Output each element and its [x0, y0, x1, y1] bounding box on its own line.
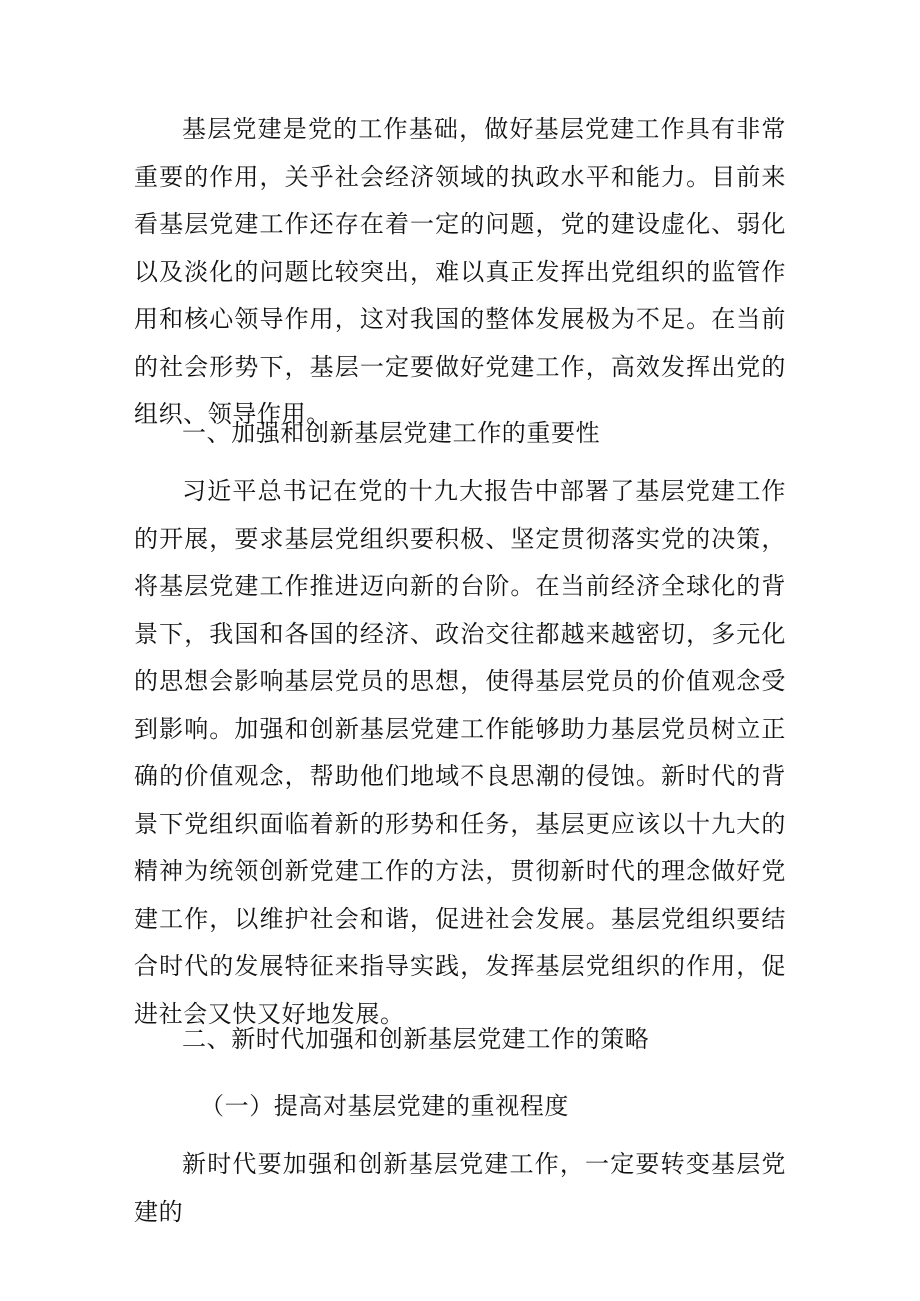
body-paragraph-1: 习近平总书记在党的十九大报告中部署了基层党建工作的开展，要求基层党组织要积极、坚定贯彻落实党的决策，将基层党建工作推进迈向新的台阶。在当前经济全球化的背景下，我国和各国的经济、政治交往都越来越密切，多元化的思想会影响基层党员的思想，使得基层党员的价值观念受到影响。加强和创新基层党建工作能够助力基层党员树立正确的价值观念，帮助他们地域不良思潮的侵蚀。新时代的背景下党组织面临着新的形势和任务，基层更应该以十九大的精神为统领创新党建工作的方法，贯彻新时代的理念做好党建工作，以维护社会和谐，促进社会发展。基层党组织要结合时代的发展特征来指导实践，发挥基层党组织的作用，促进社会又快又好地发展。 — [134, 477, 786, 1028]
section-heading-2: 二、新时代加强和创新基层党建工作的策略 — [182, 1025, 650, 1053]
intro-paragraph: 基层党建是党的工作基础，做好基层党建工作具有非常重要的作用，关乎社会经济领域的执政水平和能力。目前来看基层党建工作还存在着一定的问题，党的建设虚化、弱化以及淡化的问题比较突出，难以真正发挥出党组织的监管作用和核心领导作用，这对我国的整体发展极为不足。在当前的社会形势下，基层一定要做好党建工作，高效发挥出党的组织、领导作用。 — [134, 115, 786, 428]
body-paragraph-2: 新时代要加强和创新基层党建工作，一定要转变基层党建的 — [134, 1150, 786, 1226]
section-heading-1: 一、加强和创新基层党建工作的重要性 — [182, 419, 601, 447]
subsection-heading-1: （一）提高对基层党建的重视程度 — [200, 1092, 569, 1120]
